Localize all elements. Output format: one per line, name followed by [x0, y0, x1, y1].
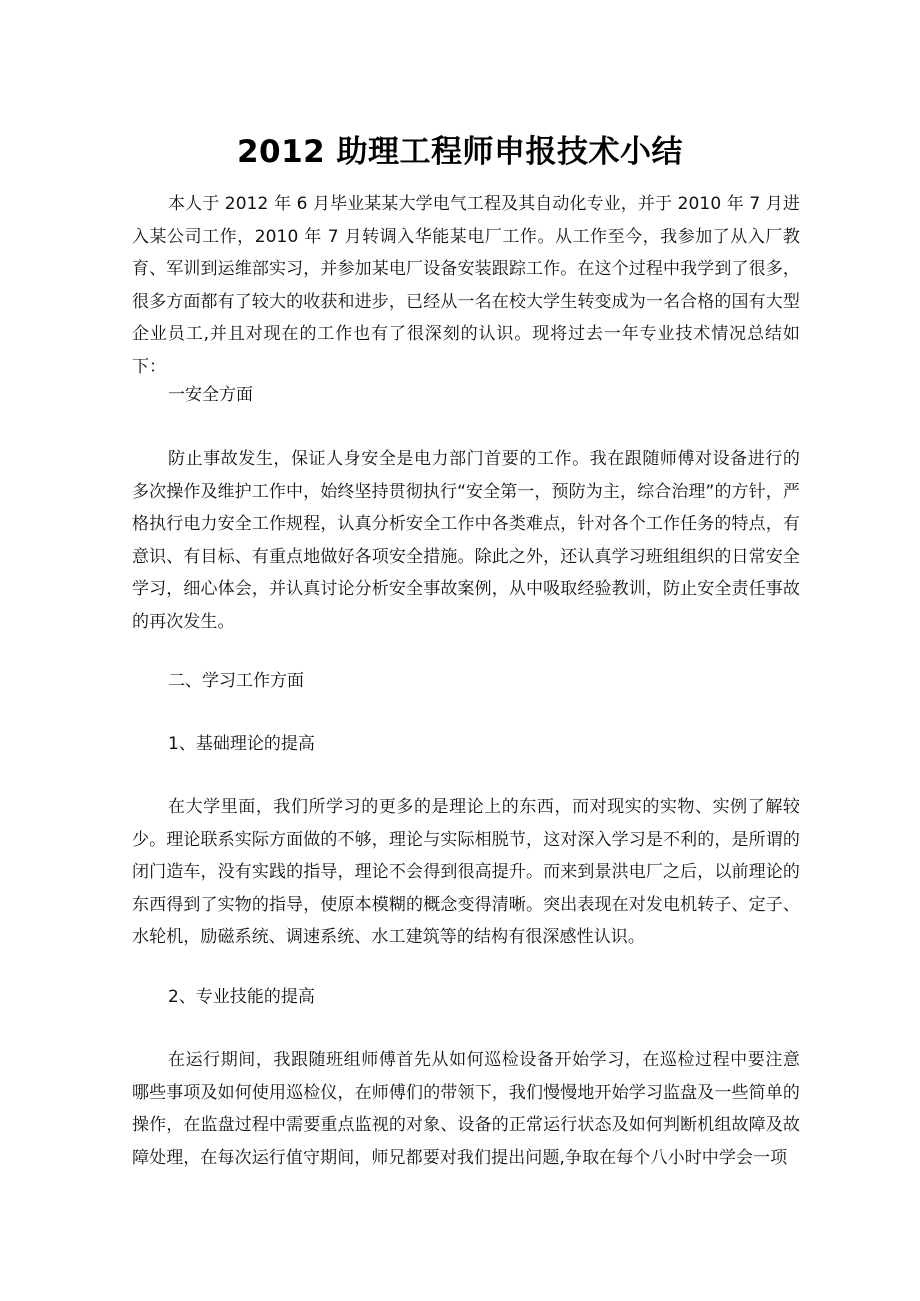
professional-skills-paragraph: 在运行期间，我跟随班组师傅首先从如何巡检设备开始学习，在巡检过程中要注意哪些事项及如何使用巡检仪，在师傅们的带领下，我们慢慢地开始学习监盘及一些简单的操作，在监盘过程中需要重点监视的对象、设备的正常运行状态及如何判断机组故障及故障处理，在每次运行值守期间，师兄都要对我们提出问题,争取在每个八小时中学会一项	[132, 1050, 800, 1168]
section-heading-study-work: 二、学习工作方面	[168, 671, 304, 691]
safety-paragraph: 防止事故发生，保证人身安全是电力部门首要的工作。我在跟随师傅对设备进行的多次操作及维护工作中，始终坚持贯彻执行“安全第一，预防为主，综合治理”的方针，严格执行电力安全工作规程，认真分析安全工作中各类难点，针对各个工作任务的特点，有意识、有目标、有重点地做好各项安全措施。除此之外，还认真学习班组组织的日常安全学习，细心体会，并认真讨论分析安全事故案例，从中吸取经验教训，防止安全责任事故的再次发生。	[132, 449, 800, 632]
intro-paragraph: 本人于 2012 年 6 月毕业某某大学电气工程及其自动化专业，并于 2010 年 7 月进入某公司工作，2010 年 7 月转调入华能某电厂工作。从工作至今，我参加了从入厂教育、军训到运维部实习，并参加某电厂设备安装跟踪工作。在这个过程中我学到了很多，很多方面都有了较大的收获和进步，已经从一名在校大学生转变成为一名合格的国有大型企业员工,并且对现在的工作也有了很深刻的认识。现将过去一年专业技术情况总结如下：	[132, 194, 800, 377]
section-heading-safety: 一安全方面	[168, 385, 253, 405]
subheading-basic-theory: 1、基础理论的提高	[168, 734, 315, 754]
document-title: 2012 助理工程师申报技术小结	[236, 134, 684, 170]
subheading-professional-skills: 2、专业技能的提高	[168, 987, 315, 1007]
basic-theory-paragraph: 在大学里面，我们所学习的更多的是理论上的东西，而对现实的实物、实例了解较少。理论联系实际方面做的不够，理论与实际相脱节，这对深入学习是不利的，是所谓的闭门造车，没有实践的指导，理论不会得到很高提升。而来到景洪电厂之后，以前理论的东西得到了实物的指导，使原本模糊的概念变得清晰。突出表现在对发电机转子、定子、水轮机，励磁系统、调速系统、水工建筑等的结构有很深感性认识。	[132, 797, 800, 947]
